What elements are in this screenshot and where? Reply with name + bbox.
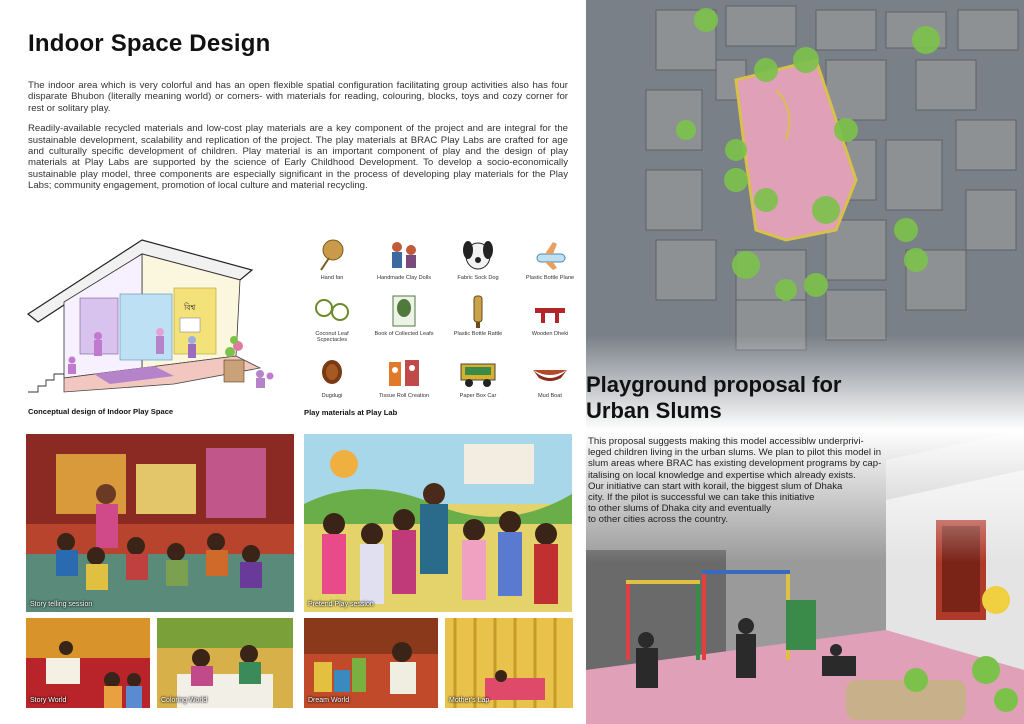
clay-dolls-image — [385, 238, 423, 272]
material-item — [372, 238, 436, 281]
material-label: Tissue Roll Creation — [378, 393, 430, 399]
page-title: Indoor Space Design — [28, 30, 271, 57]
material-label: Handmade Clay Dolls — [376, 275, 432, 281]
story-world-photo — [26, 618, 150, 708]
proposal-line: leged children living in the urban slums. We plan to pilot this model in — [588, 447, 882, 459]
story-telling-photo — [26, 434, 294, 612]
bottle-plane-image — [531, 238, 569, 272]
photo-caption: Story telling session — [30, 601, 93, 608]
dream-world-photo — [304, 618, 438, 708]
leaf-spectacles-image — [313, 294, 351, 328]
pretend-play-photo — [304, 434, 572, 612]
intro-paragraph-1: The indoor area which is very colorful and has an open flexible spatial configuration facilitating group activities also has four disparate Bhubon (literally meaning world) or corners- with materials for reading, colouring, blocks, toys and cozy corner for rest or solitary play. — [28, 80, 568, 114]
material-label: Fabric Sock Dog — [457, 275, 499, 281]
material-item — [300, 356, 364, 399]
material-item — [446, 294, 510, 337]
dugdugi-image — [313, 356, 351, 390]
proposal-line: city. If the pilot is successful we can take this initiative — [588, 492, 815, 504]
material-label: Coconut Leaf Scpectacles — [315, 331, 349, 344]
bottle-rattle-image — [459, 294, 497, 328]
material-label: Hand fan — [320, 275, 344, 281]
leaf-book-image — [385, 294, 423, 328]
sketch-sign-text: বিশ্ব — [184, 303, 196, 312]
material-item — [446, 238, 510, 281]
indoor-play-space-sketch — [24, 236, 274, 398]
sketch-caption: Conceptual design of Indoor Play Space — [28, 407, 174, 416]
mothers-lap-photo — [445, 618, 573, 708]
photo-caption: Coloring World — [161, 697, 208, 704]
material-item — [518, 356, 582, 399]
proposal-line: slum areas where BRAC has existing development programs by cap- — [588, 458, 882, 470]
proposal-line: to other slums of Dhaka city and eventually — [588, 503, 771, 515]
material-label: Plastic Bottle Rattle — [453, 331, 503, 337]
intro-paragraph-2: Readily-available recycled materials and low-cost play materials are a key component of the project and are integral for the sustainable development, scalability and replication of the project. The play materials at BRAC Play Labs are crafted for age and culturally specific development of children. Play material is an important component of play and the design of play materials at Play Labs are supported by the science of Early Childhood Development. To develop a socio-economically sustainable play model, three components are especially significant in the process of developing play materials for the Play Labs; community engagement, promotion of local culture and material recycling. — [28, 123, 568, 192]
material-label: Paper Box Car — [459, 393, 497, 399]
photo-caption: Dream World — [308, 697, 350, 704]
proposal-heading-line-1: Playground proposal for — [586, 372, 842, 397]
proposal-heading-line-2: Urban Slums — [586, 398, 722, 423]
material-item — [518, 238, 582, 281]
proposal-line: Our initiative can start with korail, the biggest slum of Dhaka — [588, 480, 843, 492]
slum-site-plan-aerial — [586, 0, 1024, 430]
material-item — [300, 238, 364, 281]
paper-box-car-image — [459, 356, 497, 390]
proposal-heading — [586, 372, 916, 424]
material-item — [372, 356, 436, 399]
proposal-line: italising on local knowledge and expertise which already exists. — [588, 469, 856, 481]
material-label: Wooden Dheki — [531, 331, 569, 337]
materials-caption: Play materials at Play Lab — [304, 408, 398, 417]
mud-boat-image — [531, 356, 569, 390]
coloring-world-photo — [157, 618, 293, 708]
wooden-dheki-image — [531, 294, 569, 328]
proposal-line: to other cities across the country. — [588, 514, 729, 526]
sock-dog-image — [459, 238, 497, 272]
material-label: Book of Collected Leafs — [374, 331, 434, 337]
material-label: Dugdugi — [321, 393, 343, 399]
photo-caption: Mother's Lap — [449, 697, 490, 704]
tissue-roll-image — [385, 356, 423, 390]
material-item — [518, 294, 582, 337]
material-label: Mud Boat — [538, 393, 562, 399]
material-label: Plastic Bottle Plane — [525, 275, 575, 281]
intro-text — [28, 80, 568, 201]
photo-caption: Story World — [30, 697, 67, 704]
proposal-line: This proposal suggests making this model accessiblw underprivi- — [588, 436, 864, 447]
hand-fan-image — [313, 238, 351, 272]
material-item — [446, 356, 510, 399]
material-item — [300, 294, 364, 344]
photo-caption: Pretend Play session — [308, 601, 374, 608]
material-item — [372, 294, 436, 337]
proposal-text — [588, 436, 910, 526]
play-materials-grid — [300, 236, 586, 406]
